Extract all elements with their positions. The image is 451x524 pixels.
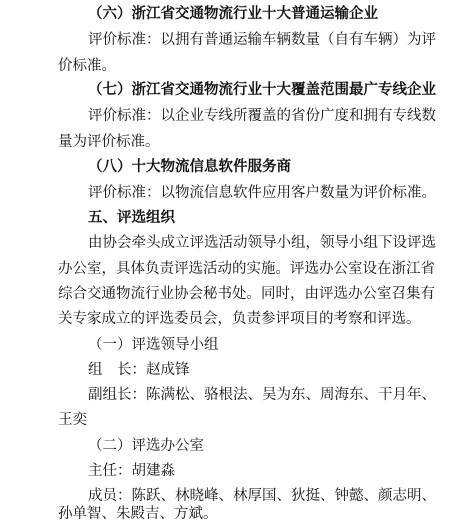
subsection-heading: （二）评选办公室 <box>88 438 204 454</box>
criteria-text: 评价标准：以物流信息软件应用客户数量为评价标准。 <box>88 185 436 201</box>
section-heading-6: （六）浙江省交通物流行业十大普通运输企业 <box>88 6 378 22</box>
criteria-text: 评价标准：以企业专线所覆盖的省份广度和拥有专线数 <box>88 108 436 124</box>
deputy-leaders-continued: 王奕 <box>58 412 87 428</box>
deputy-leaders-entry: 副组长：陈满松、骆根法、吴为东、周海东、干月年、 <box>88 387 436 403</box>
section-heading-7: （七）浙江省交通物流行业十大覆盖范围最广专线企业 <box>88 82 436 98</box>
paragraph-line: 综合交通物流行业协会秘书处。同时，由评选办公室召集有 <box>58 286 435 302</box>
members-continued: 孙单智、朱殿吉、方斌。 <box>58 506 218 522</box>
paragraph-line: 关专家成立的评选委员会，负责参评项目的考察和评选。 <box>58 311 421 327</box>
section-heading-8: （八）十大物流信息软件服务商 <box>88 159 291 175</box>
criteria-text-continued: 价标准。 <box>58 58 116 74</box>
director-entry: 主任：胡建淼 <box>88 463 175 479</box>
paragraph-line: 办公室，具体负责评选活动的实施。评选办公室设在浙江省 <box>58 261 435 277</box>
members-entry: 成员：陈跃、林晓峰、林厚国、狄挺、钟懿、颜志明、 <box>88 488 436 504</box>
section-heading-5: 五、评选组织 <box>88 210 175 226</box>
criteria-text-continued: 量为评价标准。 <box>58 134 160 150</box>
criteria-text: 评价标准：以拥有普通运输车辆数量（自有车辆）为评 <box>88 32 436 48</box>
paragraph-line: 由协会牵头成立评选活动领导小组，领导小组下设评选 <box>88 235 436 251</box>
leader-entry: 组 长：赵成锋 <box>88 362 190 378</box>
subsection-heading: （一）评选领导小组 <box>88 337 219 353</box>
